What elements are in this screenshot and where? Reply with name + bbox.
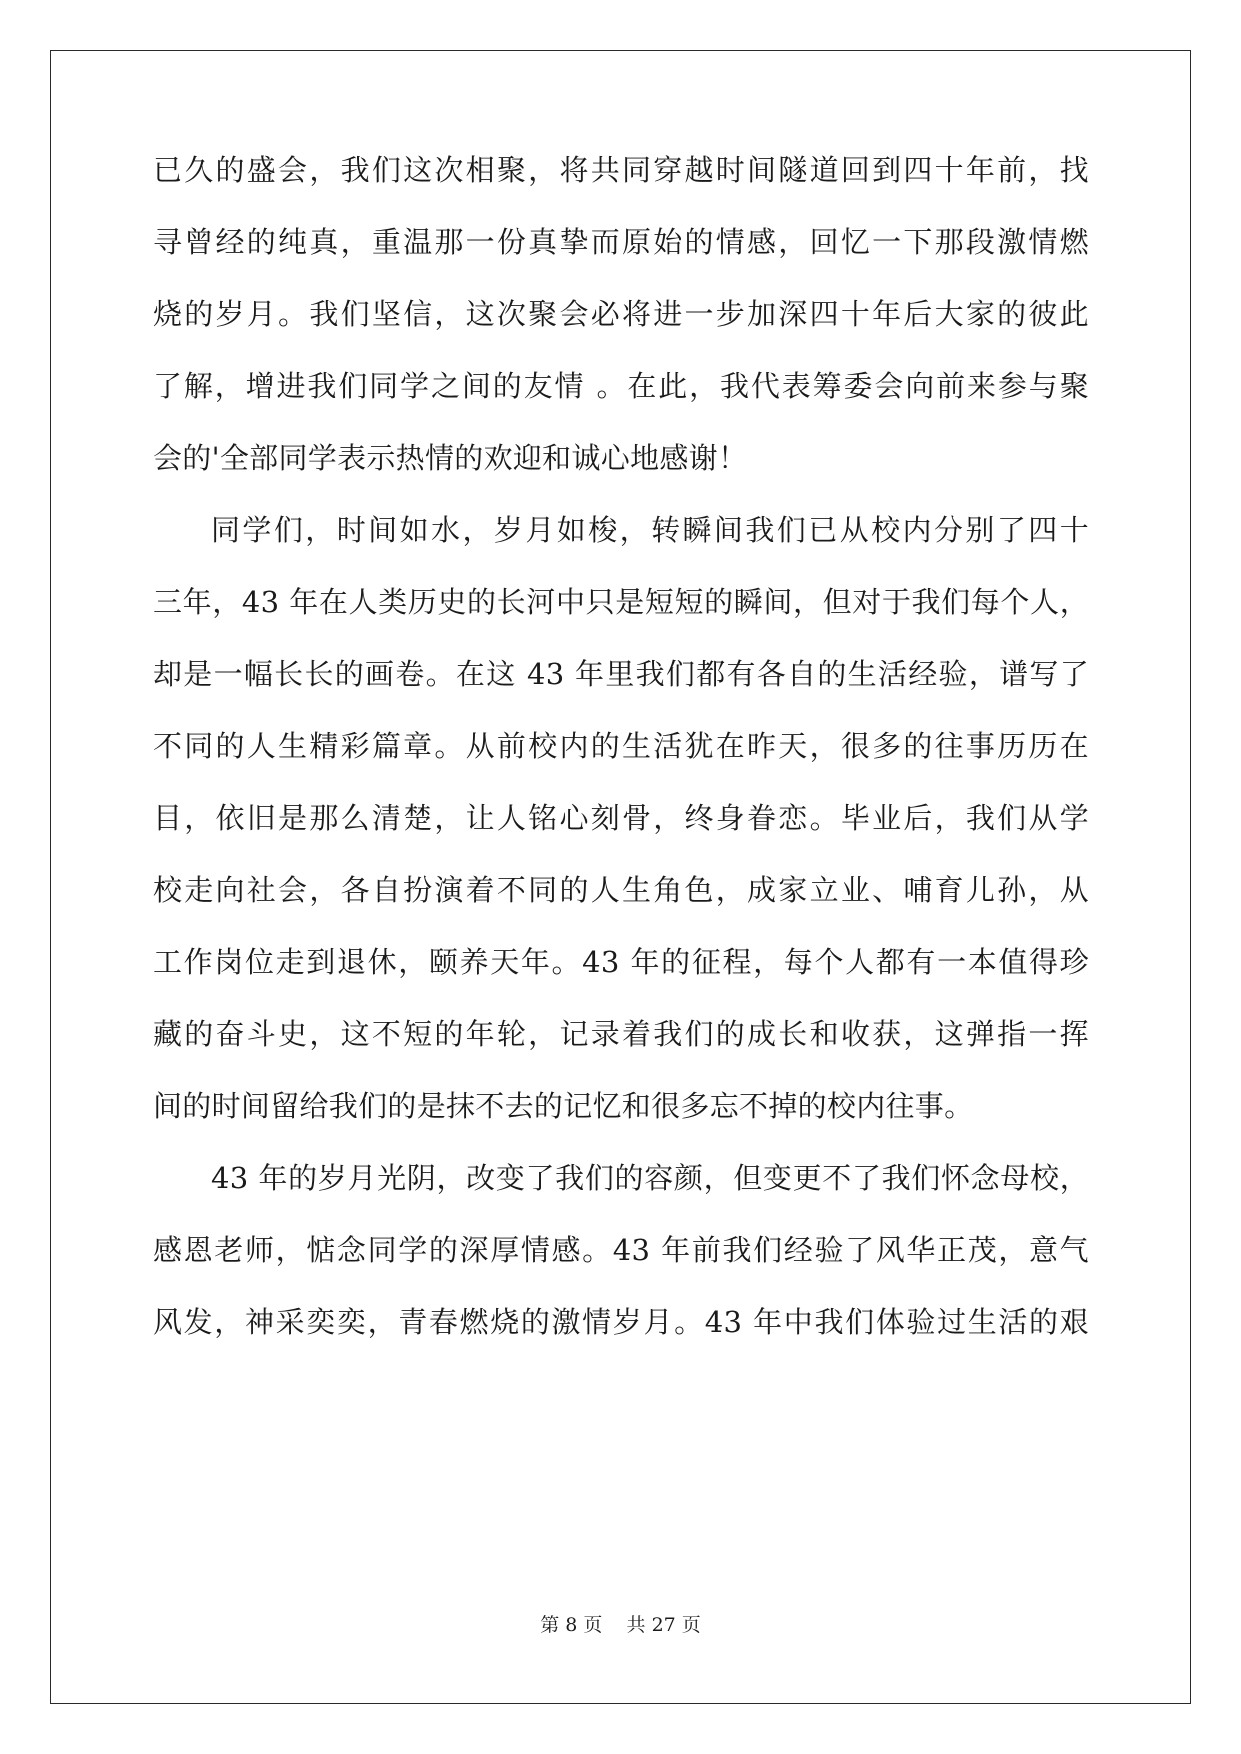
text-line: 藏的奋斗史，这不短的年轮，记录着我们的成长和收获，这弹指一挥 — [153, 1017, 1089, 1051]
text-line: 却是一幅长长的画卷。在这 43 年里我们都有各自的生活经验，谱写了 — [153, 657, 1089, 691]
text-line: 同学们，时间如水，岁月如梭，转瞬间我们已从校内分别了四十 — [211, 513, 1089, 547]
text-line: 三年，43 年在人类历史的长河中只是短短的瞬间，但对于我们每个人， — [153, 585, 1089, 619]
text-line: 风发，神采奕奕，青春燃烧的激情岁月。43 年中我们体验过生活的艰 — [153, 1305, 1089, 1339]
page-total: 共 27 页 — [626, 1614, 701, 1636]
text-line: 已久的盛会，我们这次相聚，将共同穿越时间隧道回到四十年前，找 — [153, 153, 1089, 187]
text-line: 会的'全部同学表示热情的欢迎和诚心地感谢！ — [153, 441, 748, 475]
text-line: 烧的岁月。我们坚信，这次聚会必将进一步加深四十年后大家的彼此 — [153, 297, 1089, 331]
text-line: 感恩老师，惦念同学的深厚情感。43 年前我们经验了风华正茂，意气 — [153, 1233, 1089, 1267]
text-line: 目，依旧是那么清楚，让人铭心刻骨，终身眷恋。毕业后，我们从学 — [153, 801, 1089, 835]
page-number: 第 8 页 — [540, 1614, 603, 1636]
text-line: 工作岗位走到退休，颐养天年。43 年的征程，每个人都有一本值得珍 — [153, 945, 1089, 979]
page-footer — [0, 1613, 1241, 1637]
text-line: 了解，增进我们同学之间的友情 。在此，我代表筹委会向前来参与聚 — [153, 369, 1089, 403]
text-line: 寻曾经的纯真，重温那一份真挚而原始的情感，回忆一下那段激情燃 — [153, 225, 1089, 259]
text-line: 校走向社会，各自扮演着不同的人生角色，成家立业、哺育儿孙，从 — [153, 873, 1089, 907]
text-line: 43 年的岁月光阴，改变了我们的容颜，但变更不了我们怀念母校， — [211, 1161, 1089, 1195]
text-line: 间的时间留给我们的是抹不去的记忆和很多忘不掉的校内往事。 — [153, 1089, 974, 1123]
text-line: 不同的人生精彩篇章。从前校内的生活犹在昨天，很多的往事历历在 — [153, 729, 1089, 763]
